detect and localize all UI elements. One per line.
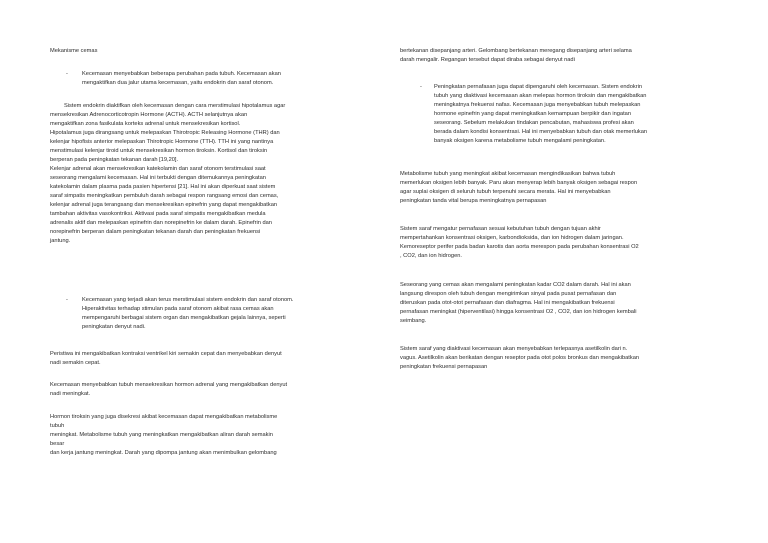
- text-line: memerlukan oksigen lebih banyak. Paru akan menyerap lebih banyak oksigen sebagai respon: [400, 180, 638, 186]
- text-line: banyak oksigen karena metabolisme tubuh mengalami peningkatan.: [434, 138, 606, 144]
- text-line: dan kerja jantung meningkat. Darah yang dipompa jantung akan menimbulkan gelombang: [50, 450, 277, 456]
- text-line: mempertahankan konsentrasi oksigen, karbondioksida, dan ion hidrogen dalam jaringan.: [400, 235, 624, 241]
- bullet-marker: -: [66, 297, 68, 303]
- text-line: Peningkatan pernafasan juga dapat dipengaruhi oleh kecemasan. Sistem endokrin: [434, 84, 643, 90]
- bullet-marker: -: [66, 71, 68, 77]
- document-heading: Mekanisme cemas: [50, 48, 98, 54]
- text-line: diteruskan pada otot-otot pernafasan dan diafragma. Hal ini mengakibatkan frekuensi: [400, 300, 615, 306]
- text-line: seseorang mengalami kecemasan. Hal ini terbukti dengan ditemukannya peningkatan: [50, 175, 266, 181]
- text-line: nadi meningkat.: [50, 391, 91, 397]
- text-line: berperan pada peningkatan tekanan darah [19,20].: [50, 157, 179, 163]
- text-line: Metabolisme tubuh yang meningkat akibat kecemasan mengindikasikan bahwa tubuh: [400, 171, 616, 177]
- text-line: , CO2, dan ion hidrogen.: [400, 253, 462, 259]
- text-line: tubuh yang diaktivasi kecemasan akan melepas hormon tiroksin dan mengakibatkan: [434, 93, 647, 99]
- text-line: jantung.: [50, 238, 71, 244]
- text-line: pernafasan meningkat (hiperventilasi) hingga konsentrasi O2 , CO2, dan ion hidrogen kembali: [400, 309, 637, 315]
- text-line: katekolamin dalam plasma pada pasien hipertensi [21]. Hal ini akan diperkuat saat sistem: [50, 184, 276, 190]
- text-line: Sistem saraf mengatur pernafasan sesuai kebutuhan tubuh dengan tujuan akhir: [400, 226, 601, 232]
- text-line: Hiperaktivitas terhadap stimulan pada saraf otonom akibat rasa cemas akan: [82, 306, 274, 312]
- text-line: Kelenjar adrenal akan mensekresikan katekolamin dan saraf otonom terstimulasi saat: [50, 166, 266, 172]
- text-line: darah mengalir. Regangan tersebut dapat diraba sebagai denyut nadi: [400, 57, 575, 63]
- text-line: tambahan aktivitas vasokontriksi. Aktivasi pada saraf simpatis mengakibatkan medula: [50, 211, 266, 217]
- text-line: seimbang.: [400, 318, 427, 324]
- text-line: kelenjar hipofisis anterior melepaskan Thirotropic Hormone (TTH). TTH ini yang nantinya: [50, 139, 274, 145]
- text-line: nadi semakin cepat.: [50, 360, 101, 366]
- text-line: peningkatan tanda vital berupa meningkatnya pernapasan: [400, 198, 547, 204]
- text-line: berada dalam kondisi konsentrasi. Hal ini menyebabkan tubuh dan otak memerlukan: [434, 129, 648, 135]
- text-line: langsung direspon oleh tubuh dengan mengirimkan sinyal pada pusat pernafasan dan: [400, 291, 617, 297]
- text-line: Hormon tiroksin yang juga disekresi akibat kecemasan dapat mengakibatkan metabolisme: [50, 414, 278, 420]
- text-line: tubuh: [50, 423, 65, 429]
- text-line: Kecemasan menyebabkan beberapa perubahan pada tubuh. Kecemasan akan: [82, 71, 281, 77]
- text-line: kelenjar adrenal juga terangsang dan mensekresikan epinefrin yang dapat mengakibatkan: [50, 202, 278, 208]
- text-line: Hipotalamus juga dirangsang untuk melepaskan Thirotropic Releasing Hormone (THR) dan: [50, 130, 280, 136]
- text-line: mengaktifkan dua jalur utama kecemasan, yaitu endokrin dan saraf otonom.: [82, 80, 274, 86]
- text-line: vagus. Asetilkolin akan berikatan dengan reseptor pada otot polos bronkus dan mengakibatkan: [400, 355, 640, 361]
- text-line: Kecemasan menyebabkan tubuh mensekresikan hormon adrenal yang mengakibatkan denyut: [50, 382, 288, 388]
- text-line: hormone epinefrin yang dapat meningkatkan kemampuan berpikir dan ingatan: [434, 111, 631, 117]
- bullet-marker: -: [420, 84, 422, 90]
- text-line: saraf simpatis meningkatkan pembuluh darah sebagai respon rangsang emosi dan cemas,: [50, 193, 279, 199]
- text-line: Seseorang yang cemas akan mengalami peningkatan kadar CO2 dalam darah. Hal ini akan: [400, 282, 631, 288]
- text-line: norepinefrin berperan dalam peningkatan tekanan darah dan peningkatan frekuensi: [50, 229, 261, 235]
- text-line: meningkat. Metabolisme tubuh yang meningkatkan mengakibatkan aliran darah semakin: [50, 432, 273, 438]
- text-line: besar: [50, 441, 65, 447]
- text-line: mensekresikan Adrenocorticotropin Hormone (ACTH). ACTH selanjutnya akan: [50, 112, 248, 118]
- text-line: Kecemasan yang terjadi akan terus merstimulasi sistem endokrin dan saraf otonom.: [82, 297, 294, 303]
- text-line: peningkatan denyut nadi.: [82, 324, 146, 330]
- text-line: Kemoreseptor perifer pada badan karotis dan aorta merespon pada perubahan konsentrasi O2: [400, 244, 639, 250]
- text-line: menstimulasi kelenjar tiroid untuk mensekresikan hormon tiroksin. Kortisol dan tiroksin: [50, 148, 268, 154]
- text-line: Peristiwa ini mengakibatkan kontraksi ventrikel kiri semakin cepat dan menyebabkan denyut: [50, 351, 282, 357]
- text-line: mengaktifkan zona fasikulata korteks adrenal untuk mensekresikan kortisol.: [50, 121, 241, 127]
- text-line: Sistem endokrin diaktifkan oleh kecemasan dengan cara merstimulasi hipotalamus agar: [64, 103, 286, 109]
- text-line: bertekanan disepanjang arteri. Gelombang bertekanan meregang disepanjang arteri selama: [400, 48, 632, 54]
- text-line: peningkatan frekuensi pernapasan: [400, 364, 488, 370]
- text-line: mempengaruhi berbagai sistem organ dan mengakibatkan gejala lainnya, seperti: [82, 315, 286, 321]
- text-line: Sistem saraf yang diaktivasi kecemasan akan menyebabkan terlepasnya asetilkolin dari n.: [400, 346, 628, 352]
- text-line: adrenalis aktif dan melepaskan epinefrin dan norepinefrin ke dalam darah. Epinefrin dan: [50, 220, 272, 226]
- text-line: seseorang. Sebelum melakukan tindakan pencabutan, mahasiswa profesi akan: [434, 120, 634, 126]
- text-line: meningkatnya frekuensi nafas. Kecemasan juga menyebabkan tubuh melepaskan: [434, 102, 641, 108]
- text-line: agar suplai oksigen di seluruh tubuh terpenuhi secara merata. Hal ini menyebabkan: [400, 189, 611, 195]
